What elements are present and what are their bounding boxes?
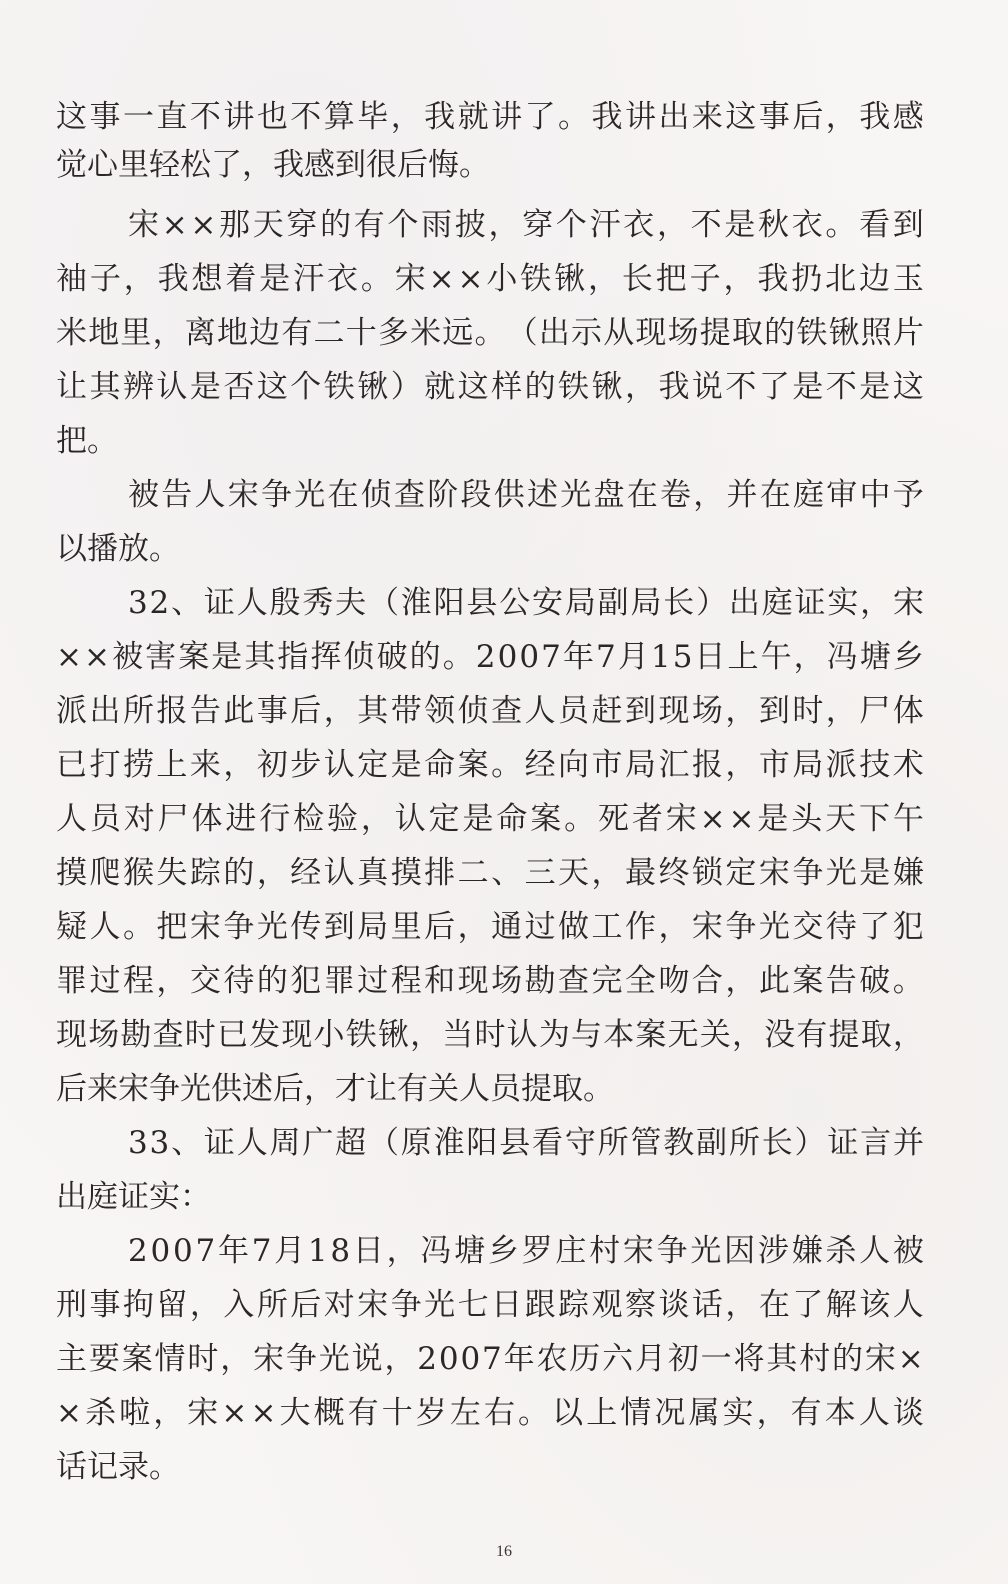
text-line: 2 0 0 7 年 7 月 1 8 日 ， 冯 塘 乡 罗 庄 村 宋 争 光 因 涉 嫌 杀 人 被 [128,1233,924,1269]
text-line: 3 2 、 证 人 殷 秀 夫 （ 淮 阳 县 公 安 局 副 局 长 ） 出 庭 证 实 ， 宋 [128,585,924,621]
page-number: 16 [496,1543,512,1560]
text-line: 把。 [56,423,118,459]
text-line: 米 地 里 ， 离 地 边 有 二 十 多 米 远 。 （ 出 示 从 现 场 提 取 的 铁 锹 照 片 [56,315,924,351]
text-line: 人 员 对 尸 体 进 行 检 验 ， 认 定 是 命 案 。 死 者 宋 × × 是 头 天 下 午 [56,801,924,837]
text-line: 已 打 捞 上 来 ， 初 步 认 定 是 命 案 。 经 向 市 局 汇 报 ， 市 局 派 技 术 [56,747,924,783]
text-line: 后来宋争光供述后，才让有关人员提取。 [56,1071,614,1107]
text-line: 摸 爬 猴 失 踪 的 ， 经 认 真 摸 排 二 、 三 天 ， 最 终 锁 定 宋 争 光 是 嫌 [56,855,924,891]
text-line: 主 要 案 情 时 ， 宋 争 光 说 ， 2 0 0 7 年 农 历 六 月 初 一 将 其 村 的 宋 × [56,1341,924,1377]
text-line: 以播放。 [56,531,180,567]
text-line: 被 告 人 宋 争 光 在 侦 查 阶 段 供 述 光 盘 在 卷 ， 并 在 庭 审 中 予 [128,477,924,513]
text-line: 袖 子 ， 我 想 着 是 汗 衣 。 宋 × × 小 铁 锹 ， 长 把 子 ， 我 扔 北 边 玉 [56,261,924,297]
text-line: × × 被 害 案 是 其 指 挥 侦 破 的 。 2 0 0 7 年 7 月 1 5 日 上 午 ， 冯 塘 乡 [56,639,924,675]
text-line: 疑 人 。 把 宋 争 光 传 到 局 里 后 ， 通 过 做 工 作 ， 宋 争 光 交 待 了 犯 [56,909,924,945]
text-line: 觉心里轻松了，我感到很后悔。 [56,147,490,183]
text-line: 现 场 勘 查 时 已 发 现 小 铁 锹 ， 当 时 认 为 与 本 案 无 关 ， 没 有 提 取 ， [56,1017,924,1053]
text-line: 话记录。 [56,1449,180,1485]
text-line: 罪 过 程 ， 交 待 的 犯 罪 过 程 和 现 场 勘 查 完 全 吻 合 ， 此 案 告 破 。 [56,963,924,999]
text-line: 宋 × × 那 天 穿 的 有 个 雨 披 ， 穿 个 汗 衣 ， 不 是 秋 衣 。 看 到 [128,207,924,243]
text-line: 让 其 辨 认 是 否 这 个 铁 锹 ） 就 这 样 的 铁 锹 ， 我 说 不 了 是 不 是 这 [56,369,924,405]
text-line: 这 事 一 直 不 讲 也 不 算 毕 ， 我 就 讲 了 。 我 讲 出 来 这 事 后 ， 我 感 [56,99,924,135]
text-line: 派 出 所 报 告 此 事 后 ， 其 带 领 侦 查 人 员 赶 到 现 场 ， 到 时 ， 尸 体 [56,693,924,729]
text-line: 刑 事 拘 留 ， 入 所 后 对 宋 争 光 七 日 跟 踪 观 察 谈 话 ， 在 了 解 该 人 [56,1287,924,1323]
text-line: 3 3 、 证 人 周 广 超 （ 原 淮 阳 县 看 守 所 管 教 副 所 长 ） 证 言 并 [128,1125,924,1161]
text-line: 出庭证实： [56,1179,211,1215]
text-line: × 杀 啦 ， 宋 × × 大 概 有 十 岁 左 右 。 以 上 情 况 属 实 ， 有 本 人 谈 [56,1395,924,1431]
